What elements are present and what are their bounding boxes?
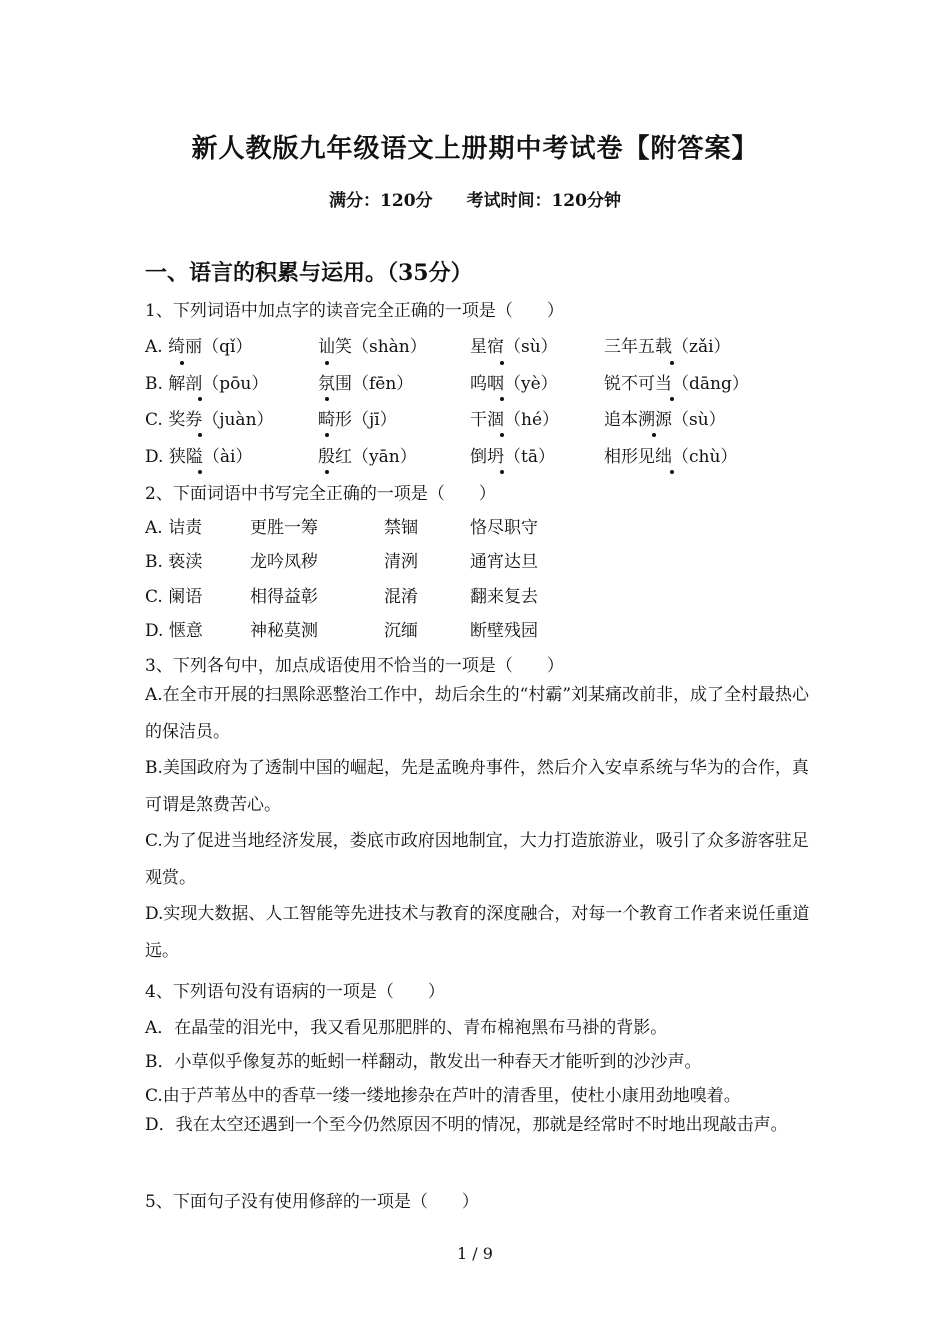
q4-option-a: A．在晶莹的泪光中，我又看见那肥胖的、青布棉袍黑布马褂的背影。 [145, 1018, 668, 1038]
exam-title: 新人教版九年级语文上册期中考试卷【附答案】 [191, 134, 759, 164]
question-5-stem: 5、下面句子没有使用修辞的一项是（ ） [145, 1192, 479, 1212]
emphasis-dot [198, 397, 202, 401]
q2-option-c-2: 相得益彰 [250, 587, 318, 607]
q2-option-b-4: 通宵达旦 [470, 552, 538, 572]
q2-option-a-2: 更胜一筹 [250, 518, 318, 538]
full-score: 满分：120分 [329, 191, 433, 211]
q3-option-b: B.美国政府为了透制中国的崛起，先是孟晚舟事件，然后介入安卓系统与华为的合作，真可谓是煞费苦心。 [145, 758, 809, 815]
emphasis-dot [500, 361, 504, 365]
emphasis-dot [325, 470, 329, 474]
emphasis-dot [325, 361, 329, 365]
question-2-stem: 2、下面词语中书写完全正确的一项是（ ） [145, 484, 496, 504]
emphasis-dot [325, 397, 329, 401]
q1-option-b-1: B. 解剖（pōu） [145, 374, 269, 394]
q2-option-c-4: 翻来复去 [470, 587, 538, 607]
exam-time: 考试时间：120分钟 [466, 191, 621, 211]
q2-option-b-3: 清洌 [384, 552, 418, 572]
q2-option-b-2: 龙吟凤秽 [250, 552, 318, 572]
exam-meta [0, 186, 950, 211]
emphasis-dot [500, 433, 504, 437]
q3-option-c: C.为了促进当地经济发展，娄底市政府因地制宜，大力打造旅游业，吸引了众多游客驻足观赏。 [145, 831, 809, 888]
q1-option-c-4: 追本溯源（sù） [604, 410, 726, 430]
emphasis-dot [670, 397, 674, 401]
emphasis-dot [180, 361, 184, 365]
question-4-stem: 4、下列语句没有语病的一项是（ ） [145, 982, 445, 1002]
q3-option-d: D.实现大数据、人工智能等先进技术与教育的深度融合，对每一个教育工作者来说任重道远。 [145, 904, 810, 961]
q1-option-d-3: 倒坍（tā） [470, 447, 555, 467]
q4-option-d: D．我在太空还遇到一个至今仍然原因不明的情况，那就是经常时不时地出现敲击声。 [145, 1115, 788, 1135]
q1-option-c-2: 畸形（jī） [318, 410, 397, 430]
q2-option-c-1: C. 阑语 [145, 587, 203, 607]
q1-option-b-4: 锐不可当（dāng） [604, 374, 749, 394]
q1-option-c-1: C. 奖券（juàn） [145, 410, 274, 430]
q1-option-c-3: 干涸（hé） [470, 410, 560, 430]
q2-option-d-2: 神秘莫测 [250, 621, 318, 641]
page-number: 1 / 9 [457, 1244, 493, 1263]
emphasis-dot [670, 361, 674, 365]
q1-option-a-3: 星宿（sù） [470, 337, 558, 357]
q1-option-b-2: 氛围（fēn） [318, 374, 414, 394]
question-1-stem: 1、下列词语中加点字的读音完全正确的一项是（ ） [145, 301, 564, 321]
q2-option-d-4: 断壁残园 [470, 621, 538, 641]
q2-option-d-1: D. 惬意 [145, 621, 203, 641]
q2-option-a-4: 恪尽职守 [470, 518, 538, 538]
q2-option-c-3: 混淆 [384, 587, 418, 607]
q1-option-b-3: 呜咽（yè） [470, 374, 558, 394]
q2-option-b-1: B. 亵渎 [145, 552, 203, 572]
emphasis-dot [198, 470, 202, 474]
q4-option-b: B．小草似乎像复苏的蚯蚓一样翻动，散发出一种春天才能听到的沙沙声。 [145, 1052, 702, 1072]
q1-option-a-4: 三年五载（zǎi） [604, 337, 731, 357]
q1-option-d-2: 殷红（yān） [318, 447, 417, 467]
emphasis-dot [670, 470, 674, 474]
emphasis-dot [500, 470, 504, 474]
q1-option-a-2: 讪笑（shàn） [318, 337, 427, 357]
q3-option-a: A.在全市开展的扫黑除恶整治工作中，劫后余生的“村霸”刘某痛改前非，成了全村最热心的保洁员。 [145, 685, 810, 742]
emphasis-dot [652, 433, 656, 437]
q2-option-a-3: 禁锢 [384, 518, 418, 538]
question-3-stem: 3、下列各句中，加点成语使用不恰当的一项是（ ） [145, 656, 564, 676]
emphasis-dot [325, 433, 329, 437]
q2-option-a-1: A. 诘责 [145, 518, 203, 538]
q1-option-d-1: D. 狭隘（ài） [145, 447, 253, 467]
q1-option-a-1: A. 绮丽（qǐ） [145, 337, 253, 357]
section-heading: 一、语言的积累与运用。（35分） [145, 260, 473, 286]
emphasis-dot [500, 397, 504, 401]
q2-option-d-3: 沉缅 [384, 621, 418, 641]
emphasis-dot [198, 433, 202, 437]
q1-option-d-4: 相形见绌（chù） [604, 447, 738, 467]
q4-option-c: C.由于芦苇丛中的香草一缕一缕地掺杂在芦叶的清香里，使杜小康用劲地嗅着。 [145, 1086, 741, 1106]
